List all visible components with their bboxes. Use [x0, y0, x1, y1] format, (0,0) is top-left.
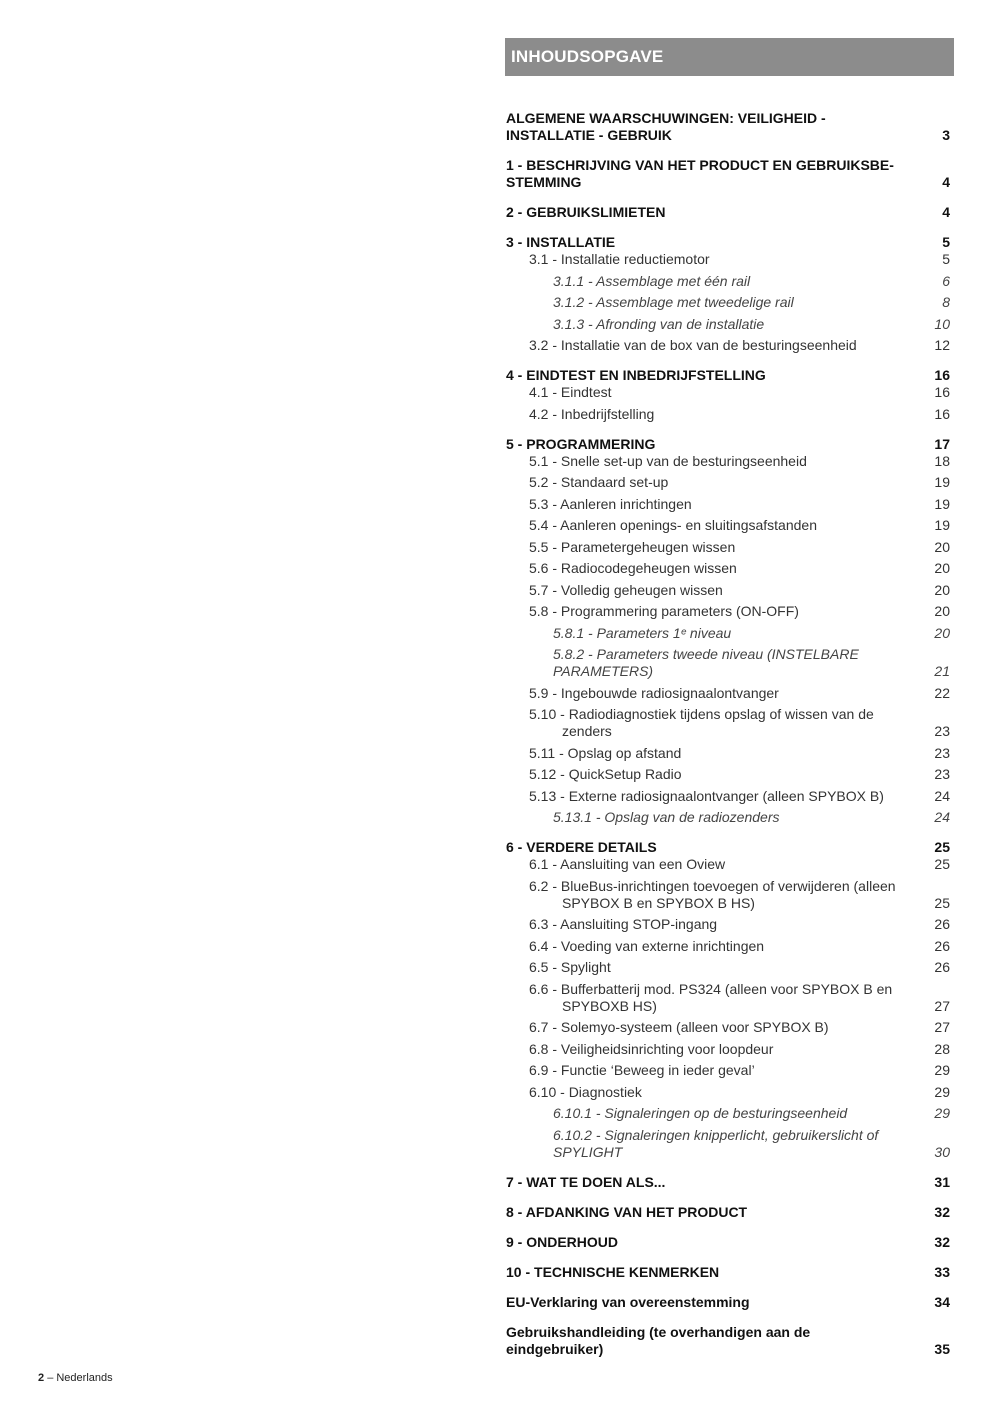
footer-page-number: 2: [38, 1372, 45, 1384]
toc-subsection-entry[interactable]: [506, 706, 950, 740]
toc-entry-label: 6.5 - Spylight: [529, 959, 611, 975]
toc-subsection-entry[interactable]: [506, 603, 950, 620]
toc-entry-page: 23: [934, 744, 950, 761]
toc-entry-page: 20: [934, 560, 950, 576]
toc-section-entry[interactable]: [506, 234, 950, 251]
toc-entry-label: 6.4 - Voeding van externe inrichtingen: [529, 937, 765, 954]
toc-entry-label: 4.1 - Eindtest: [529, 384, 612, 400]
toc-entry-label: 6 - VERDERE DETAILS: [506, 839, 657, 855]
toc-entry-label: 3.1.3 - Afronding van de installatie: [553, 315, 765, 332]
toc-entry-label: 5.4 - Aanleren openings- en sluitingsafstanden: [529, 517, 817, 533]
toc-section-entry[interactable]: [506, 436, 950, 453]
toc-entry-page: 18: [934, 452, 950, 469]
toc-subsubsection-entry[interactable]: [506, 1105, 950, 1122]
toc-entry-page: 27: [934, 1019, 950, 1035]
toc-subsubsection-entry[interactable]: [506, 1127, 950, 1161]
toc-entry-label: 6.10.2 - Signaleringen knipperlicht, gebruikerslicht of SPYLIGHT: [553, 1126, 879, 1160]
toc-entry-label: 6.3 - Aansluiting STOP-ingang: [529, 916, 718, 932]
toc-entry-page: 6: [942, 272, 950, 289]
toc-entry-label: 3.1 - Installatie reductiemotor: [529, 251, 710, 267]
toc-subsection-entry[interactable]: [506, 453, 950, 470]
toc-entry-page: 25: [934, 839, 950, 855]
toc-header-bar: [505, 38, 954, 76]
toc-entry-label: 9 - ONDERHOUD: [506, 1233, 619, 1250]
toc-entry-page: 35: [934, 1340, 950, 1357]
toc-subsection-entry[interactable]: [506, 474, 950, 491]
toc-subsection-entry[interactable]: [506, 539, 950, 556]
toc-entry-page: 19: [934, 517, 950, 533]
toc-entry-page: 20: [934, 624, 950, 641]
toc-entry-page: 3: [942, 127, 950, 143]
table-of-contents: [506, 110, 950, 1358]
toc-entry-label: ALGEMENE WAARSCHUWINGEN: VEILIGHEID - INSTALLATIE - GEBRUIK: [506, 110, 826, 143]
toc-entry-label: 6.8 - Veiligheidsinrichting voor loopdeur: [529, 1040, 774, 1057]
toc-entry-page: 16: [934, 384, 950, 400]
toc-section-entry[interactable]: [506, 367, 950, 384]
toc-entry-label: 6.1 - Aansluiting van een Oview: [529, 856, 726, 872]
toc-entry-page: 25: [934, 856, 950, 872]
toc-entry-page: 30: [934, 1143, 950, 1160]
toc-entry-page: 34: [934, 1293, 950, 1310]
toc-subsection-entry[interactable]: [506, 1084, 950, 1101]
toc-entry-label: 5.7 - Volledig geheugen wissen: [529, 581, 723, 598]
footer-language: – Nederlands: [47, 1372, 113, 1384]
toc-entry-label: 5.3 - Aanleren inrichtingen: [529, 495, 692, 512]
toc-entry-label: 5.8.2 - Parameters tweede niveau (INSTELBARE PARAMETERS): [553, 646, 859, 679]
toc-entry-page: 17: [934, 435, 950, 452]
page-footer: [38, 1372, 113, 1384]
toc-title: INHOUDSOPGAVE: [511, 47, 664, 66]
toc-subsubsection-entry[interactable]: [506, 273, 950, 290]
toc-entry-label: 6.7 - Solemyo-systeem (alleen voor SPYBOX B): [529, 1019, 829, 1035]
toc-section-entry[interactable]: [506, 1294, 950, 1311]
toc-subsection-entry[interactable]: [506, 938, 950, 955]
toc-subsection-entry[interactable]: [506, 788, 950, 805]
toc-entry-label: 6.2 - BlueBus-inrichtingen toevoegen of verwijderen (alleen SPYBOX B en SPYBOX B HS): [529, 877, 896, 911]
toc-subsection-entry[interactable]: [506, 685, 950, 702]
toc-section-entry[interactable]: [506, 1204, 950, 1221]
toc-entry-label: 3.1.2 - Assemblage met tweedelige rail: [553, 294, 794, 310]
toc-section-entry[interactable]: [506, 1234, 950, 1251]
toc-entry-label: 6.9 - Functie ‘Beweeg in ieder geval’: [529, 1062, 755, 1078]
toc-entry-label: 5.5 - Parametergeheugen wissen: [529, 538, 736, 555]
toc-entry-page: 19: [934, 495, 950, 512]
toc-subsubsection-entry[interactable]: [506, 316, 950, 333]
toc-section-entry[interactable]: [506, 1264, 950, 1281]
toc-entry-page: 8: [942, 294, 950, 310]
toc-entry-page: 32: [934, 1233, 950, 1250]
toc-entry-label: 4 - EINDTEST EN INBEDRIJFSTELLING: [506, 367, 766, 383]
toc-entry-page: 22: [934, 684, 950, 701]
toc-entry-label: 8 - AFDANKING VAN HET PRODUCT: [506, 1203, 748, 1220]
toc-entry-page: 26: [934, 959, 950, 975]
toc-entry-page: 25: [934, 894, 950, 911]
toc-entry-page: 23: [934, 723, 950, 739]
toc-entry-label: 3.2 - Installatie van de box van de besturingseenheid: [529, 337, 857, 353]
toc-subsection-entry[interactable]: [506, 916, 950, 933]
toc-entry-label: 5.12 - QuickSetup Radio: [529, 766, 682, 782]
toc-entry-page: 24: [934, 809, 950, 825]
toc-entry-label: 7 - WAT TE DOEN ALS...: [506, 1173, 666, 1190]
toc-section-entry[interactable]: [506, 839, 950, 856]
toc-entry-label: 6.6 - Bufferbatterij mod. PS324 (alleen voor SPYBOX B en SPYBOXB HS): [529, 980, 893, 1014]
toc-subsection-entry[interactable]: [506, 560, 950, 577]
toc-entry-label: 5.2 - Standaard set-up: [529, 474, 669, 490]
toc-entry-page: 16: [934, 405, 950, 422]
toc-entry-label: 3.1.1 - Assemblage met één rail: [553, 272, 751, 289]
toc-entry-page: 5: [942, 251, 950, 267]
toc-section-entry[interactable]: [506, 110, 950, 144]
toc-subsubsection-entry[interactable]: [506, 809, 950, 826]
toc-section-entry[interactable]: [506, 204, 950, 221]
toc-entry-page: 27: [934, 997, 950, 1014]
toc-entry-page: 29: [934, 1105, 950, 1121]
toc-entry-label: 10 - TECHNISCHE KENMERKEN: [506, 1263, 720, 1280]
toc-entry-page: 19: [934, 474, 950, 490]
toc-entry-page: 23: [934, 766, 950, 782]
toc-entry-label: 5.10 - Radiodiagnostiek tijdens opslag of wissen van de zenders: [529, 706, 874, 739]
toc-entry-page: 29: [934, 1083, 950, 1100]
toc-entry-label: 4.2 - Inbedrijfstelling: [529, 405, 655, 422]
toc-entry-label: 1 - BESCHRIJVING VAN HET PRODUCT EN GEBRUIKSBE-STEMMING: [506, 157, 894, 190]
toc-entry-page: 4: [942, 174, 950, 190]
toc-entry-page: 32: [934, 1203, 950, 1220]
toc-entry-page: 29: [934, 1062, 950, 1078]
toc-entry-label: Gebruikshandleiding (te overhandigen aan de eindgebruiker): [506, 1323, 811, 1357]
toc-entry-label: 6.10.1 - Signaleringen op de besturingseenheid: [553, 1105, 848, 1121]
toc-entry-page: 21: [934, 663, 950, 679]
toc-entry-page: 20: [934, 581, 950, 598]
toc-subsection-entry[interactable]: [506, 959, 950, 976]
toc-entry-page: 5: [942, 234, 950, 250]
toc-entry-page: 10: [934, 315, 950, 332]
toc-section-entry[interactable]: [506, 1324, 950, 1358]
toc-entry-page: 31: [934, 1173, 950, 1190]
toc-subsection-entry[interactable]: [506, 517, 950, 534]
toc-entry-label: 6.10 - Diagnostiek: [529, 1083, 642, 1100]
toc-entry-label: 5 - PROGRAMMERING: [506, 435, 656, 452]
toc-subsection-entry[interactable]: [506, 384, 950, 401]
toc-entry-page: 20: [934, 603, 950, 619]
toc-entry-label: 5.1 - Snelle set-up van de besturingseenheid: [529, 452, 807, 469]
toc-subsection-entry[interactable]: [506, 745, 950, 762]
toc-entry-label: 5.11 - Opslag op afstand: [529, 744, 682, 761]
toc-subsection-entry[interactable]: [506, 856, 950, 873]
toc-entry-label: 5.9 - Ingebouwde radiosignaalontvanger: [529, 684, 779, 701]
toc-entry-label: EU-Verklaring van overeenstemming: [506, 1293, 750, 1310]
toc-subsubsection-entry[interactable]: [506, 625, 950, 642]
toc-subsection-entry[interactable]: [506, 337, 950, 354]
toc-subsection-entry[interactable]: [506, 496, 950, 513]
toc-entry-page: 20: [934, 538, 950, 555]
toc-subsection-entry[interactable]: [506, 1062, 950, 1079]
toc-entry-label: 5.13 - Externe radiosignaalontvanger (alleen SPYBOX B): [529, 787, 884, 804]
toc-entry-page: 16: [934, 367, 950, 383]
toc-entry-page: 28: [934, 1040, 950, 1057]
toc-entry-page: 26: [934, 937, 950, 954]
toc-entry-label: 5.6 - Radiocodegeheugen wissen: [529, 560, 737, 576]
toc-entry-label: 3 - INSTALLATIE: [506, 234, 616, 250]
toc-section-entry[interactable]: [506, 157, 950, 191]
toc-subsection-entry[interactable]: [506, 406, 950, 423]
toc-subsection-entry[interactable]: [506, 766, 950, 783]
toc-section-entry[interactable]: [506, 1174, 950, 1191]
toc-subsubsection-entry[interactable]: [506, 294, 950, 311]
toc-entry-page: 26: [934, 916, 950, 932]
toc-entry-label: 5.8 - Programmering parameters (ON-OFF): [529, 603, 799, 619]
toc-entry-page: 12: [934, 337, 950, 353]
toc-entry-page: 24: [934, 787, 950, 804]
toc-subsection-entry[interactable]: [506, 251, 950, 268]
toc-subsection-entry[interactable]: [506, 582, 950, 599]
toc-entry-page: 4: [942, 204, 950, 220]
toc-entry-label: 2 - GEBRUIKSLIMIETEN: [506, 204, 666, 220]
toc-subsection-entry[interactable]: [506, 878, 950, 912]
toc-entry-label: 5.13.1 - Opslag van de radiozenders: [553, 809, 780, 825]
toc-subsubsection-entry[interactable]: [506, 646, 950, 680]
toc-entry-label: 5.8.1 - Parameters 1ᵉ niveau: [553, 624, 732, 641]
toc-subsection-entry[interactable]: [506, 1019, 950, 1036]
toc-entry-page: 33: [934, 1263, 950, 1280]
toc-subsection-entry[interactable]: [506, 981, 950, 1015]
toc-subsection-entry[interactable]: [506, 1041, 950, 1058]
